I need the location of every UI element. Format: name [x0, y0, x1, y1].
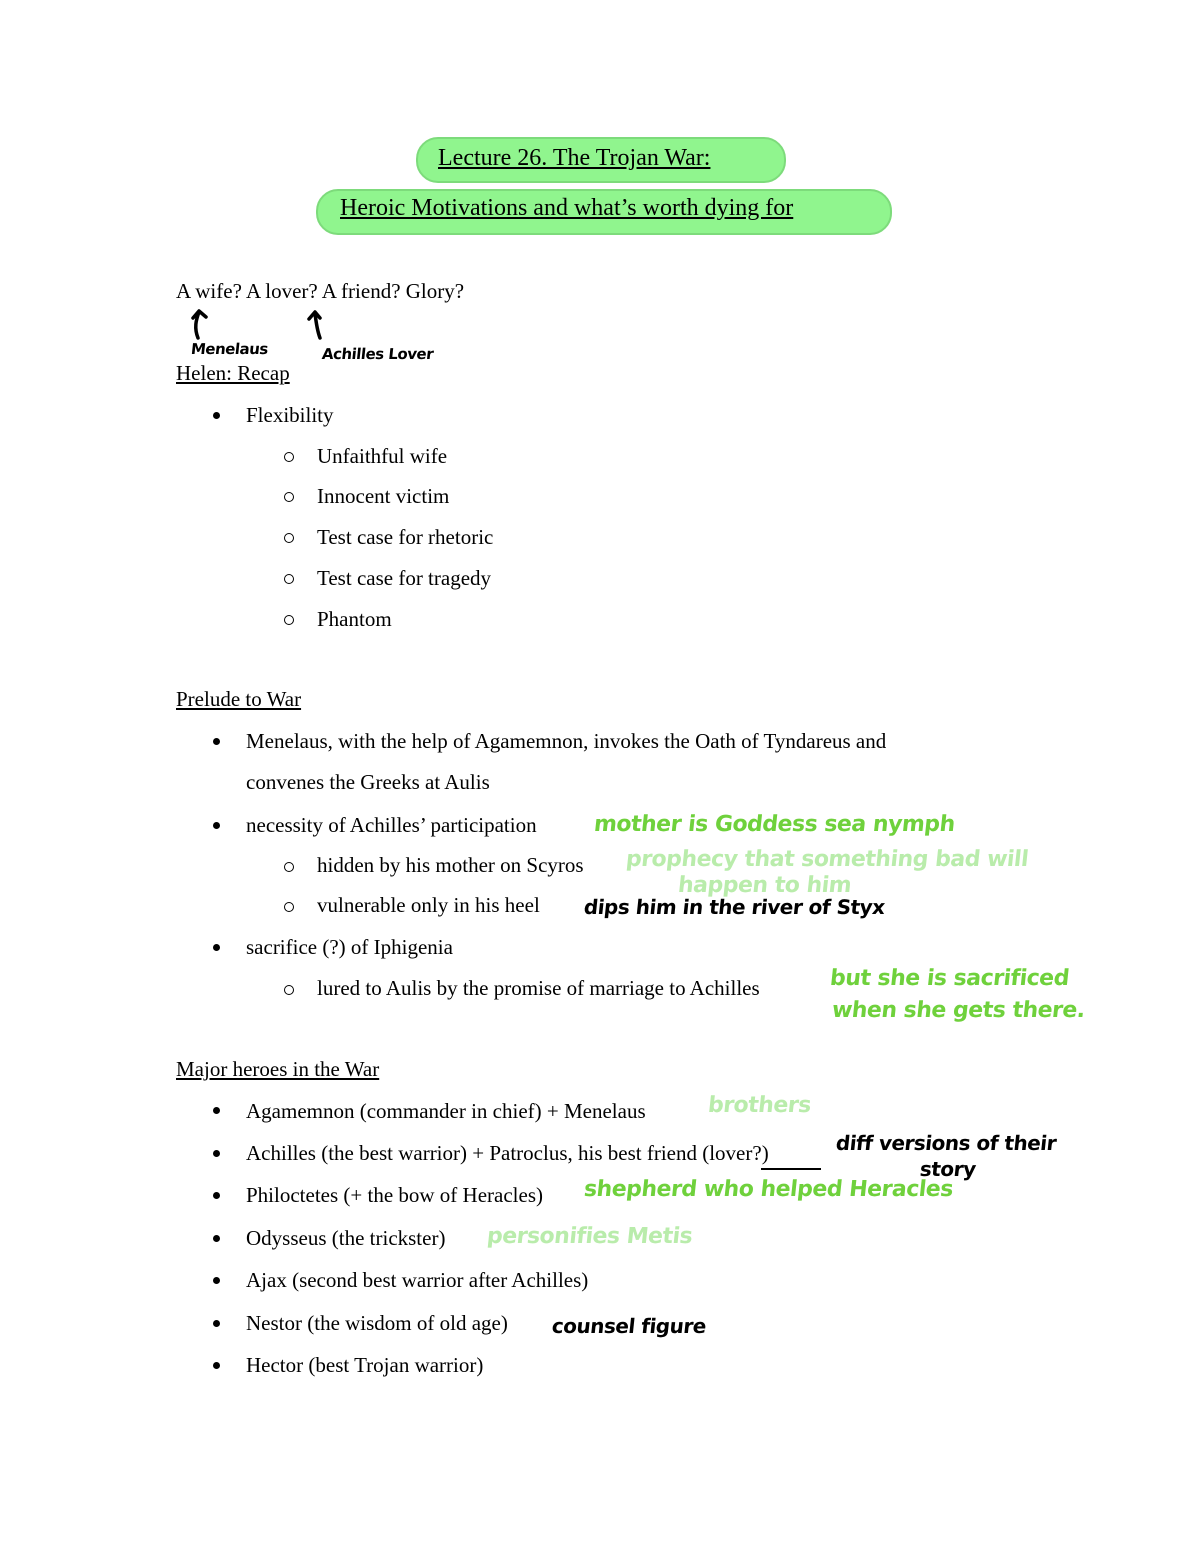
bullet-dot — [213, 1277, 220, 1284]
sub-list-item: Test case for rhetoric — [317, 525, 494, 549]
list-item: Odysseus (the trickster) — [246, 1226, 446, 1250]
annotation-versions: diff versions of their — [834, 1131, 1058, 1155]
list-item: Hector (best Trojan warrior) — [246, 1353, 484, 1377]
sub-bullet-circle — [284, 452, 294, 462]
sub-bullet-circle — [284, 615, 294, 625]
sub-list-item: vulnerable only in his heel — [317, 893, 540, 917]
page-title: Lecture 26. The Trojan War: — [438, 145, 711, 171]
intro-question: A wife? A lover? A friend? Glory? — [176, 279, 465, 303]
annotation-prophecy: prophecy that something bad will — [624, 847, 1030, 872]
annotation-counsel: counsel figure — [550, 1314, 708, 1338]
annotation-menelaus: Menelaus — [190, 340, 269, 358]
sub-bullet-circle — [284, 902, 294, 912]
annotation-versions-cont: story — [918, 1157, 977, 1181]
underline-mark — [760, 1166, 822, 1172]
sub-list-item: hidden by his mother on Scyros — [317, 853, 584, 877]
sub-bullet-circle — [284, 985, 294, 995]
bullet-dot — [213, 1235, 220, 1242]
list-item: Menelaus, with the help of Agamemnon, invokes the Oath of Tyndareus and — [246, 729, 887, 753]
arrow-up-icon — [190, 306, 220, 342]
list-item: sacrifice (?) of Iphigenia — [246, 935, 453, 959]
annotation-prophecy-cont: happen to him — [676, 873, 853, 898]
sub-list-item: Phantom — [317, 607, 392, 631]
annotation-metis: personifies Metis — [485, 1224, 694, 1249]
list-item: Nestor (the wisdom of old age) — [246, 1311, 508, 1335]
list-item: Flexibility — [246, 403, 334, 427]
sub-list-item: lured to Aulis by the promise of marriage to Achilles — [317, 976, 760, 1000]
annotation-sacrificed: but she is sacrificed — [828, 966, 1071, 991]
bullet-dot — [213, 822, 220, 829]
annotation-sacrificed-cont: when she gets there. — [830, 998, 1087, 1023]
section-heading-helen: Helen: Recap — [176, 361, 290, 385]
list-item: Agamemnon (commander in chief) + Menelaus — [246, 1099, 646, 1123]
list-item: Ajax (second best warrior after Achilles) — [246, 1268, 589, 1292]
annotation-brothers: brothers — [706, 1093, 813, 1118]
annotation-shepherd: shepherd who helped Heracles — [582, 1177, 955, 1202]
sub-list-item: Test case for tragedy — [317, 566, 492, 590]
bullet-dot — [213, 944, 220, 951]
annotation-achilles-lover: Achilles Lover — [321, 345, 435, 363]
list-item-continuation: convenes the Greeks at Aulis — [246, 770, 490, 794]
bullet-dot — [213, 412, 220, 419]
annotation-mother: mother is Goddess sea nymph — [592, 812, 957, 837]
bullet-dot — [213, 738, 220, 745]
bullet-dot — [213, 1320, 220, 1327]
bullet-dot — [213, 1150, 220, 1157]
annotation-styx: dips him in the river of Styx — [582, 895, 886, 919]
sub-bullet-circle — [284, 492, 294, 502]
section-heading-heroes: Major heroes in the War — [176, 1057, 380, 1081]
list-item: Philoctetes (+ the bow of Heracles) — [246, 1183, 543, 1207]
bullet-dot — [213, 1192, 220, 1199]
section-heading-prelude: Prelude to War — [176, 687, 302, 711]
page-subtitle: Heroic Motivations and what’s worth dying for — [340, 195, 794, 221]
bullet-dot — [213, 1107, 220, 1114]
sub-bullet-circle — [284, 574, 294, 584]
sub-bullet-circle — [284, 533, 294, 543]
sub-list-item: Innocent victim — [317, 484, 450, 508]
list-item: necessity of Achilles’ participation — [246, 813, 537, 837]
list-item: Achilles (the best warrior) + Patroclus, his best friend (lover?) — [246, 1141, 769, 1165]
arrow-up-icon — [302, 308, 330, 342]
sub-list-item: Unfaithful wife — [317, 444, 448, 468]
bullet-dot — [213, 1362, 220, 1369]
sub-bullet-circle — [284, 862, 294, 872]
